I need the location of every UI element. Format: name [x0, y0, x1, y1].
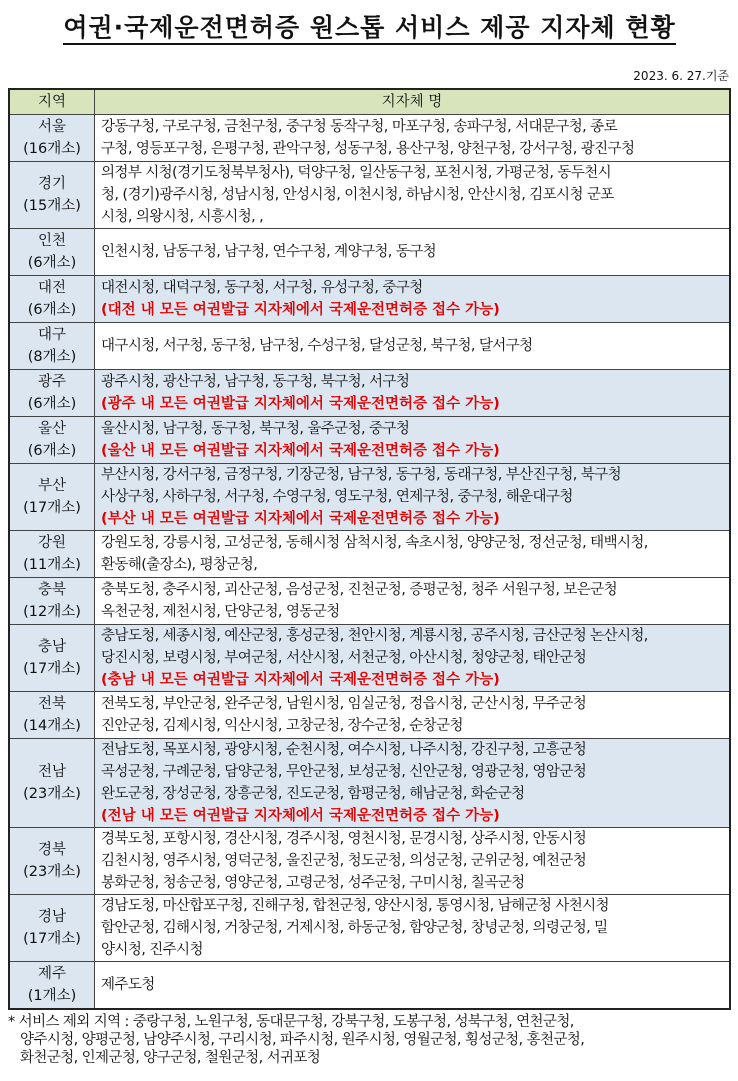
region-name: 대구 — [37, 327, 66, 343]
municipality-line: 전북도청, 부안군청, 완주군청, 남원시청, 임실군청, 정읍시청, 군산시청, 무주군청 — [101, 696, 587, 712]
region-name: 울산 — [37, 421, 66, 437]
region-count: (23개소) — [23, 786, 81, 802]
municipality-line: 대전시청, 대덕구청, 동구청, 서구청, 유성구청, 중구청 — [101, 280, 423, 296]
municipality-line: 전남도청, 목포시청, 광양시청, 순천시청, 여수시청, 나주시청, 강진구청, 고흥군청 — [101, 742, 587, 758]
region-name: 부산 — [37, 478, 66, 494]
region-count: (14개소) — [23, 718, 81, 734]
municipality-list — [95, 276, 731, 323]
region-name: 전북 — [37, 696, 66, 712]
region-cell — [9, 464, 95, 531]
municipality-line: 시청, 의왕시청, 시흥시청, , — [101, 209, 264, 225]
availability-note: (부산 내 모든 여권발급 지자체에서 국제운전면허증 접수 가능) — [101, 511, 500, 527]
table-row — [9, 578, 730, 625]
municipality-list — [95, 578, 731, 625]
municipality-line: 강원도청, 강릉시청, 고성군청, 동해시청 삼척시청, 속초시청, 양양군청, 정선군청, 태백시청, — [101, 535, 648, 551]
region-count: (15개소) — [23, 198, 81, 214]
municipality-list — [95, 739, 731, 828]
footer-line: 화천군청, 인제군청, 양구군청, 철원군청, 서귀포청 — [20, 1050, 321, 1066]
table-row — [9, 739, 730, 828]
municipality-line: 봉화군청, 청송군청, 영양군청, 고령군청, 성주군청, 구미시청, 칠곡군청 — [101, 875, 525, 891]
municipality-line: 당진시청, 보령시청, 부여군청, 서산시청, 서천군청, 아산시청, 청양군청, 태안군청 — [101, 650, 587, 666]
municipality-line: 제주도청 — [101, 977, 155, 993]
region-cell — [9, 828, 95, 895]
municipality-line: 의정부 시청(경기도청북부청사), 덕양구청, 일산동구청, 포천시청, 가평군청, 동두천시 — [101, 165, 612, 181]
table-row — [9, 962, 730, 1010]
municipality-table — [8, 88, 731, 1010]
municipality-line: 충북도청, 충주시청, 괴산군청, 음성군청, 진천군청, 증평군청, 청주 서원구청, 보은군청 — [101, 582, 617, 598]
region-name: 전남 — [37, 764, 66, 780]
municipality-line: 양시청, 진주시청 — [101, 942, 203, 958]
region-name: 대전 — [37, 280, 66, 296]
table-row — [9, 895, 730, 962]
region-name: 경기 — [37, 176, 66, 192]
region-count: (16개소) — [23, 141, 81, 157]
region-name: 인천 — [37, 233, 66, 249]
municipality-line: 환동해(출장소), 평창군청, — [101, 557, 258, 573]
municipality-line: 완도군청, 장성군청, 장흥군청, 진도군청, 함평군청, 해남군청, 화순군청 — [101, 786, 525, 802]
municipality-line: 부산시청, 강서구청, 금정구청, 기장군청, 남구청, 동구청, 동래구청, 부산진구청, 북구청 — [101, 467, 621, 483]
region-name: 강원 — [37, 535, 66, 551]
footer-line: 양주시청, 양평군청, 남양주시청, 구리시청, 파주시청, 원주시청, 영월군청, 횡성군청, 홍천군청, — [20, 1032, 585, 1048]
availability-note: (전남 내 모든 여권발급 지자체에서 국제운전면허증 접수 가능) — [101, 808, 500, 824]
region-count: (17개소) — [23, 931, 81, 947]
region-cell — [9, 162, 95, 229]
region-cell — [9, 370, 95, 417]
region-count: (17개소) — [23, 661, 81, 677]
table-header-row — [9, 89, 730, 115]
municipality-line: 경남도청, 마산합포구청, 진해구청, 합천군청, 양산시청, 통영시청, 남해군청 사천시청 — [101, 898, 609, 914]
table-row — [9, 370, 730, 417]
region-cell — [9, 276, 95, 323]
region-count: (6개소) — [27, 302, 77, 318]
municipality-line: 사상구청, 사하구청, 서구청, 수영구청, 영도구청, 연제구청, 중구청, 해운대구청 — [101, 489, 573, 505]
region-name: 서울 — [37, 119, 66, 135]
table-row — [9, 692, 730, 739]
region-name: 경남 — [37, 909, 66, 925]
header-names: 지자체 명 — [95, 89, 731, 115]
municipality-list — [95, 962, 731, 1010]
reference-date: 2023. 6. 27.기준 — [633, 69, 729, 83]
municipality-line: 충남도청, 세종시청, 예산군청, 홍성군청, 천안시청, 계룡시청, 공주시청, 금산군청 논산시청, — [101, 628, 648, 644]
municipality-line: 구청, 영등포구청, 은평구청, 관악구청, 성동구청, 용산구청, 양천구청, 강서구청, 광진구청 — [101, 141, 635, 157]
municipality-list — [95, 162, 731, 229]
municipality-line: 곡성군청, 구례군청, 담양군청, 무안군청, 보성군청, 신안군청, 영광군청, 영암군청 — [101, 764, 587, 780]
municipality-line: 함안군청, 김해시청, 거창군청, 거제시청, 하동군청, 함양군청, 창녕군청, 의령군청, 밀 — [101, 920, 608, 936]
municipality-line: 강동구청, 구로구청, 금천구청, 중구청 동작구청, 마포구청, 송파구청, 서대문구청, 종로 — [101, 119, 617, 135]
region-count: (6개소) — [27, 255, 77, 271]
region-count: (12개소) — [23, 604, 81, 620]
footer-line: * 서비스 제외 지역 : 중랑구청, 노원구청, 동대문구청, 강북구청, 도봉구청, 성북구청, 연천군청, — [8, 1014, 574, 1030]
municipality-list — [95, 370, 731, 417]
municipality-line: 경북도청, 포항시청, 경산시청, 경주시청, 영천시청, 문경시청, 상주시청, 안동시청 — [101, 831, 587, 847]
municipality-list — [95, 464, 731, 531]
municipality-line: 대구시청, 서구청, 동구청, 남구청, 수성구청, 달성군청, 북구청, 달서구청 — [101, 338, 533, 354]
table-body — [9, 115, 730, 1010]
municipality-list — [95, 828, 731, 895]
table-row — [9, 531, 730, 578]
municipality-line: 김천시청, 영주시청, 영덕군청, 울진군청, 청도군청, 의성군청, 군위군청, 예천군청 — [101, 853, 587, 869]
table-row — [9, 162, 730, 229]
table-row — [9, 229, 730, 276]
municipality-line: 울산시청, 남구청, 동구청, 북구청, 울주군청, 중구청 — [101, 421, 410, 437]
availability-note: (광주 내 모든 여권발급 지자체에서 국제운전면허증 접수 가능) — [101, 396, 500, 412]
region-count: (8개소) — [27, 349, 77, 365]
region-count: (6개소) — [27, 443, 77, 459]
table-row — [9, 276, 730, 323]
region-cell — [9, 229, 95, 276]
municipality-list — [95, 531, 731, 578]
region-cell — [9, 417, 95, 464]
municipality-list — [95, 229, 731, 276]
region-cell — [9, 625, 95, 692]
document-title: 여권·국제운전면허증 원스톱 서비스 제공 지자체 현황 — [8, 12, 731, 44]
municipality-line: 옥천군청, 제천시청, 단양군청, 영동군청 — [101, 604, 340, 620]
region-cell — [9, 692, 95, 739]
region-count: (1개소) — [27, 988, 77, 1004]
availability-note: (대전 내 모든 여권발급 지자체에서 국제운전면허증 접수 가능) — [101, 302, 500, 318]
region-cell — [9, 895, 95, 962]
region-name: 충북 — [37, 582, 66, 598]
table-row — [9, 464, 730, 531]
municipality-line: 광주시청, 광산구청, 남구청, 동구청, 북구청, 서구청 — [101, 374, 410, 390]
region-cell — [9, 578, 95, 625]
region-count: (23개소) — [23, 864, 81, 880]
availability-note: (울산 내 모든 여권발급 지자체에서 국제운전면허증 접수 가능) — [101, 443, 500, 459]
municipality-line: 진안군청, 김제시청, 익산시청, 고창군청, 장수군청, 순창군청 — [101, 718, 463, 734]
table-row — [9, 625, 730, 692]
municipality-list — [95, 625, 731, 692]
municipality-list — [95, 323, 731, 370]
region-count: (17개소) — [23, 500, 81, 516]
table-row — [9, 828, 730, 895]
municipality-list — [95, 417, 731, 464]
municipality-list — [95, 895, 731, 962]
municipality-list — [95, 115, 731, 162]
region-cell — [9, 323, 95, 370]
region-cell — [9, 739, 95, 828]
header-region: 지역 — [9, 89, 95, 115]
region-cell — [9, 962, 95, 1010]
region-name: 광주 — [37, 374, 66, 390]
region-cell — [9, 115, 95, 162]
region-name: 제주 — [37, 966, 66, 982]
region-count: (6개소) — [27, 396, 77, 412]
availability-note: (충남 내 모든 여권발급 지자체에서 국제운전면허증 접수 가능) — [101, 672, 500, 688]
table-row — [9, 417, 730, 464]
municipality-line: 청, (경기)광주시청, 성남시청, 안성시청, 이천시청, 하남시청, 안산시청, 김포시청 군포 — [101, 187, 614, 203]
excluded-regions-note — [8, 1013, 736, 1067]
region-cell — [9, 531, 95, 578]
table-row — [9, 323, 730, 370]
region-name: 충남 — [37, 639, 66, 655]
region-count: (11개소) — [23, 557, 81, 573]
municipality-list — [95, 692, 731, 739]
region-name: 경북 — [37, 842, 66, 858]
table-row — [9, 115, 730, 162]
municipality-line: 인천시청, 남동구청, 남구청, 연수구청, 계양구청, 동구청 — [101, 244, 437, 260]
